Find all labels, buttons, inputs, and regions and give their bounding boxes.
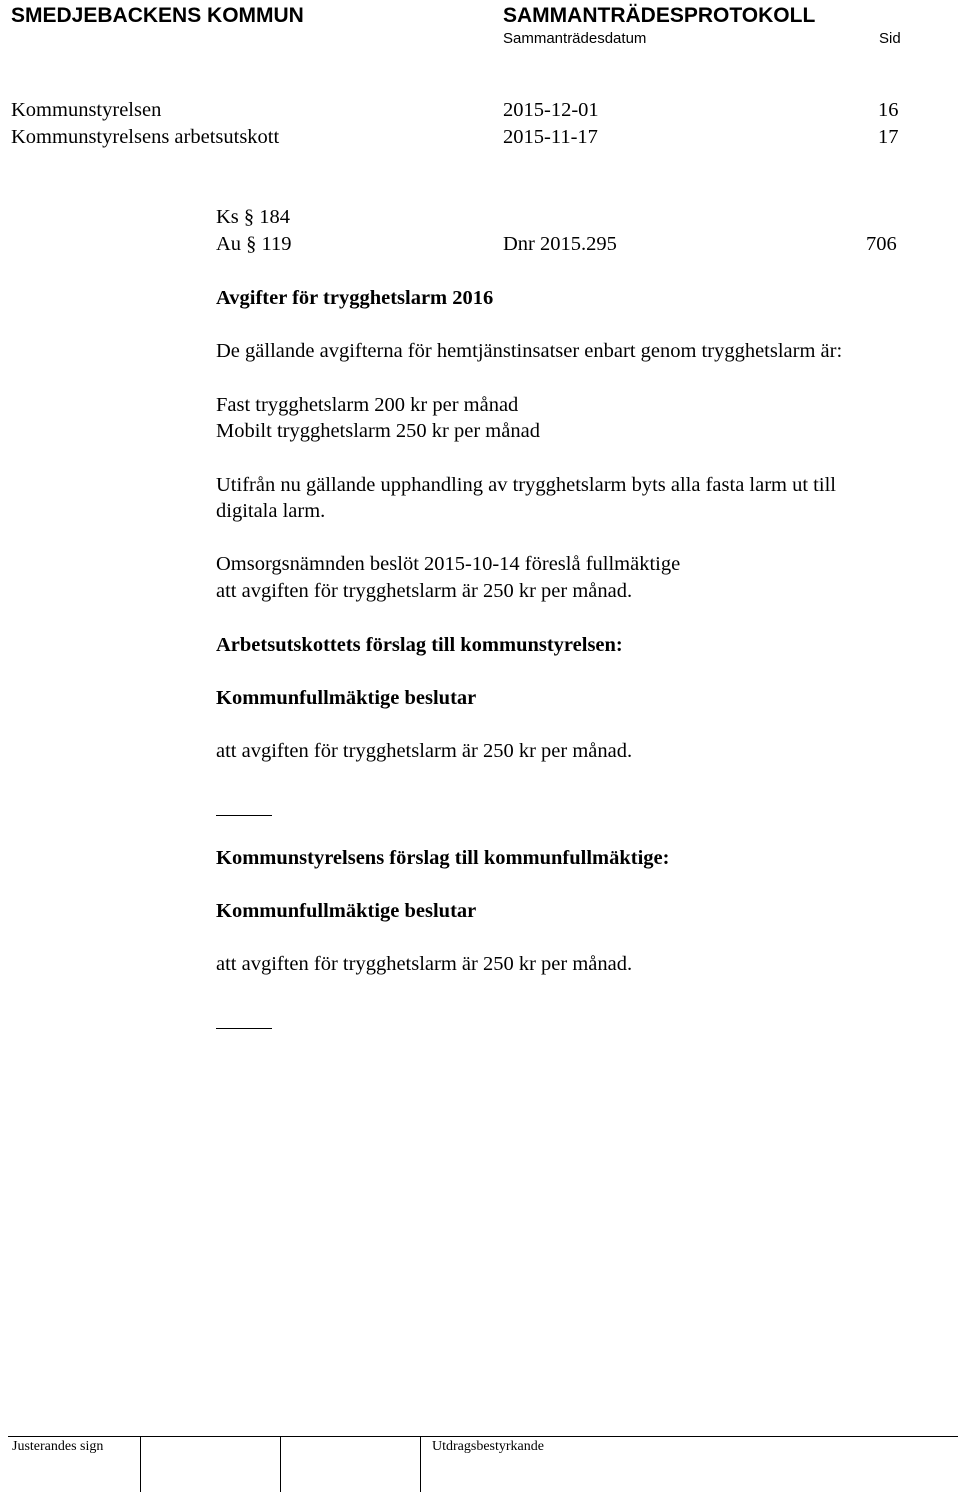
- dnr: Dnr 2015.295: [503, 233, 617, 255]
- meeting-body: Kommunstyrelsens arbetsutskott: [11, 126, 280, 148]
- org-name: SMEDJEBACKENS KOMMUN: [11, 4, 304, 27]
- procurement-text-line2: digitala larm.: [216, 500, 326, 522]
- separator-line: [216, 815, 272, 816]
- meeting-page: 17: [878, 126, 899, 148]
- case-code: 706: [866, 233, 897, 255]
- intro-text: De gällande avgifterna för hemtjänstinsatser enbart genom trygghetslarm är:: [216, 340, 843, 362]
- ks-proposal-heading: Kommunstyrelsens förslag till kommunfullmäktige:: [216, 847, 670, 869]
- fee-mobile: Mobilt trygghetslarm 250 kr per månad: [216, 420, 540, 442]
- utdragsbestyrkande-label: Utdragsbestyrkande: [432, 1439, 544, 1454]
- footer-cell-divider: [420, 1436, 421, 1492]
- procurement-text-line1: Utifrån nu gällande upphandling av trygghetslarm byts alla fasta larm ut till: [216, 474, 836, 496]
- decision-text-line2: att avgiften för trygghetslarm är 250 kr per månad.: [216, 580, 633, 602]
- fee-fixed: Fast trygghetslarm 200 kr per månad: [216, 394, 519, 416]
- separator-line: [216, 1028, 272, 1029]
- meeting-body: Kommunstyrelsen: [11, 99, 162, 121]
- footer-cell-divider: [280, 1436, 281, 1492]
- doc-type: SAMMANTRÄDESPROTOKOLL: [503, 4, 816, 27]
- page-label: Sid: [879, 30, 901, 47]
- au-proposal-heading: Arbetsutskottets förslag till kommunstyrelsen:: [216, 634, 623, 656]
- meeting-date: 2015-11-17: [503, 126, 598, 148]
- case-title: Avgifter för trygghetslarm 2016: [216, 287, 494, 309]
- ks-kf-heading: Kommunfullmäktige beslutar: [216, 900, 477, 922]
- meeting-date: 2015-12-01: [503, 99, 599, 121]
- justerandes-sign-label: Justerandes sign: [12, 1439, 104, 1454]
- ks-paragraph-ref: Ks § 184: [216, 206, 291, 228]
- ks-kf-text: att avgiften för trygghetslarm är 250 kr per månad.: [216, 953, 633, 975]
- footer-cell-divider: [140, 1436, 141, 1492]
- date-label: Sammanträdesdatum: [503, 30, 647, 47]
- decision-text-line1: Omsorgsnämnden beslöt 2015-10-14 föreslå fullmäktige: [216, 553, 681, 575]
- au-kf-heading: Kommunfullmäktige beslutar: [216, 687, 477, 709]
- au-kf-text: att avgiften för trygghetslarm är 250 kr per månad.: [216, 740, 633, 762]
- au-paragraph-ref: Au § 119: [216, 233, 292, 255]
- meeting-page: 16: [878, 99, 899, 121]
- footer-top-rule: [8, 1436, 958, 1437]
